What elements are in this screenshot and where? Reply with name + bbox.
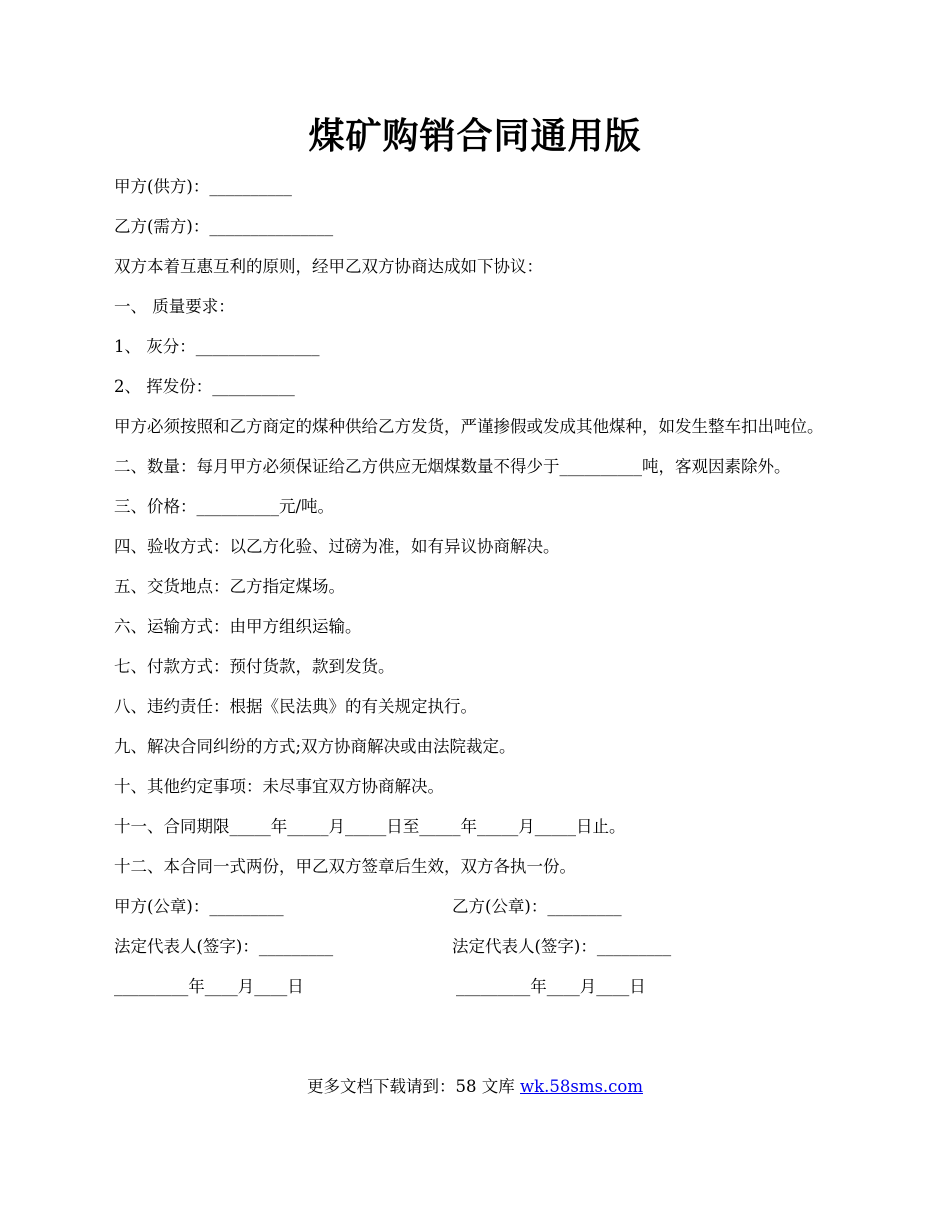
party-b-buyer: 乙方(需方)：_______________ <box>114 217 334 236</box>
signature-rep-row <box>114 936 844 958</box>
clause-term: 十一、合同期限_____年_____月_____日至_____年_____月_____日止。 <box>114 817 626 836</box>
quality-requirement-text: 甲方必须按照和乙方商定的煤种供给乙方发货，严谨掺假或发成其他煤种，如发生整车扣出吨位。 <box>114 417 824 436</box>
quality-ash: 1、 灰分：_______________ <box>114 337 320 356</box>
clause-other: 十、其他约定事项：未尽事宜双方协商解决。 <box>114 777 444 796</box>
document-title: 煤矿购销合同通用版 <box>308 115 642 157</box>
footer-link[interactable]: wk.58sms.com <box>519 1077 643 1096</box>
clause-dispute: 九、解决合同纠纷的方式;双方协商解决或由法院裁定。 <box>114 737 516 756</box>
clause-payment: 七、付款方式：预付货款，款到发货。 <box>114 657 395 676</box>
party-b-representative: 法定代表人(签字)：_________ <box>452 937 672 956</box>
document-body <box>114 176 844 1016</box>
party-b-seal: 乙方(公章)：_________ <box>452 897 622 916</box>
clause-price: 三、价格：__________元/吨。 <box>114 497 335 516</box>
quality-volatile: 2、 挥发份：__________ <box>114 377 295 396</box>
clause-quality: 一、 质量要求： <box>114 297 235 316</box>
party-a-seal: 甲方(公章)：_________ <box>114 897 284 916</box>
party-a-date: _________年____月____日 <box>114 977 304 996</box>
party-a-representative: 法定代表人(签字)：_________ <box>114 937 334 956</box>
clause-acceptance: 四、验收方式：以乙方化验、过磅为准，如有异议协商解决。 <box>114 537 560 556</box>
clause-liability: 八、违约责任：根据《民法典》的有关规定执行。 <box>114 697 477 716</box>
clause-copies: 十二、本合同一式两份，甲乙双方签章后生效，双方各执一份。 <box>114 857 576 876</box>
signature-date-row <box>114 976 844 998</box>
party-a-supplier: 甲方(供方)：__________ <box>114 177 292 196</box>
footer-text: 更多文档下载请到：58 文库 <box>306 1077 520 1096</box>
signature-seal-row <box>114 896 844 918</box>
clause-quantity: 二、数量：每月甲方必须保证给乙方供应无烟煤数量不得少于__________吨，客观因素除外。 <box>114 457 791 476</box>
clause-transport: 六、运输方式：由甲方组织运输。 <box>114 617 362 636</box>
party-b-date: _________年____月____日 <box>456 977 646 996</box>
agreement-intro: 双方本着互惠互利的原则，经甲乙双方协商达成如下协议： <box>114 257 543 276</box>
download-footer <box>0 1076 950 1098</box>
clause-delivery-location: 五、交货地点：乙方指定煤场。 <box>114 577 345 596</box>
